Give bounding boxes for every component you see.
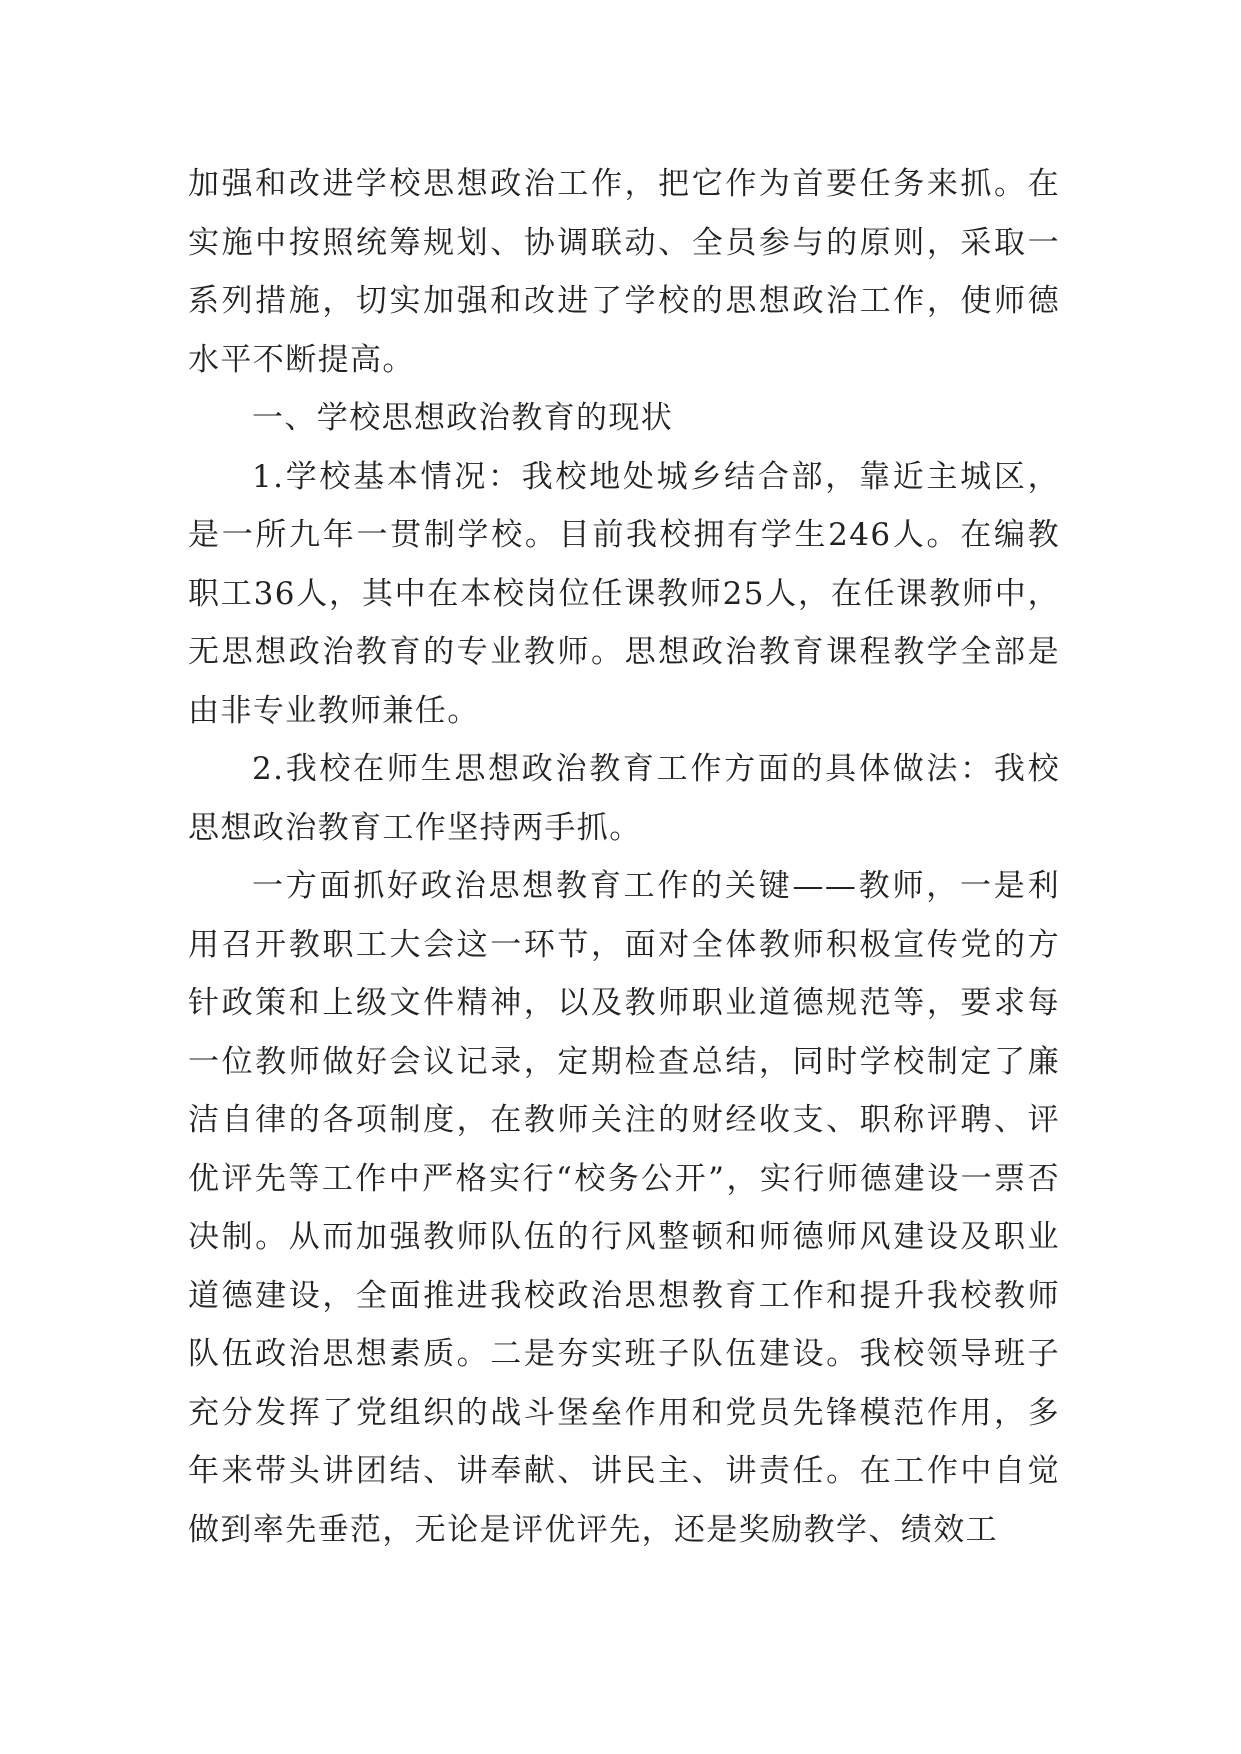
paragraph-intro: 加强和改进学校思想政治工作，把它作为首要任务来抓。在实施中按照统筹规划、协调联动、全员参与的原则，采取一系列措施，切实加强和改进了学校的思想政治工作，使师德水平不断提高。 (188, 166, 1060, 378)
paragraph-teachers: 一方面抓好政治思想教育工作的关键——教师，一是利用召开教职工大会这一环节，面对全体教师积极宣传党的方针政策和上级文件精神，以及教师职业道德规范等，要求每一位教师做好会议记录，定期检查总结，同时学校制定了廉洁自律的各项制度，在教师关注的财经收支、职称评聘、评优评先等工作中严格实行“校务公开”，实行师德建设一票否决制。从而加强教师队伍的行风整顿和师德师风建设及职业道德建设，全面推进我校政治思想教育工作和提升我校教师队伍政治思想素质。二是夯实班子队伍建设。我校领导班子充分发挥了党组织的战斗堡垒作用和党员先锋模范作用，多年来带头讲团结、讲奉献、讲民主、讲责任。在工作中自觉做到率先垂范，无论是评优评先，还是奖励教学、绩效工 (188, 868, 1060, 1548)
paragraph-school-basics: 1.学校基本情况：我校地处城乡结合部，靠近主城区，是一所九年一贯制学校。目前我校拥有学生246人。在编教职工36人，其中在本校岗位任课教师25人，在任课教师中，无思想政治教育的专业教师。思想政治教育课程教学全部是由非专业教师兼任。 (188, 458, 1060, 729)
document-body (188, 155, 1060, 1559)
paragraph-practices: 2.我校在师生思想政治教育工作方面的具体做法：我校思想政治教育工作坚持两手抓。 (188, 751, 1060, 846)
section-heading: 一、学校思想政治教育的现状 (252, 400, 674, 436)
